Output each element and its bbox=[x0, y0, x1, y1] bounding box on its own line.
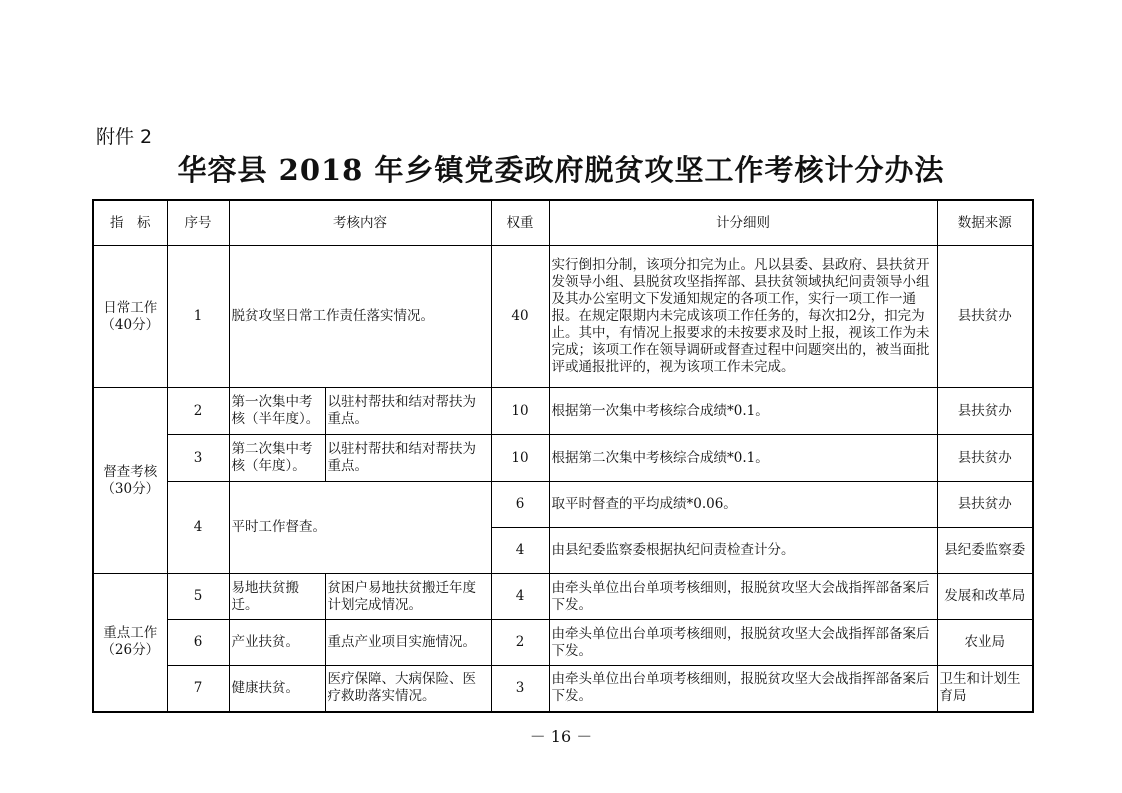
page-number: － 16 － bbox=[529, 727, 593, 746]
row-content: 脱贫攻坚日常工作责任落实情况。 bbox=[229, 246, 491, 388]
row-source: 县纪委监察委 bbox=[937, 528, 1033, 574]
row-seq: 2 bbox=[167, 388, 229, 435]
row-seq: 5 bbox=[167, 574, 229, 620]
row-content-item: 第二次集中考核（年度）。 bbox=[229, 435, 325, 482]
row-seq: 3 bbox=[167, 435, 229, 482]
row-detail: 根据第一次集中考核综合成绩*0.1。 bbox=[549, 388, 937, 435]
row-source: 县扶贫办 bbox=[937, 435, 1033, 482]
row-source: 发展和改革局 bbox=[937, 574, 1033, 620]
row-content-item: 健康扶贫。 bbox=[229, 666, 325, 712]
table-row bbox=[93, 482, 1033, 528]
row-content-focus: 贫困户易地扶贫搬迁年度计划完成情况。 bbox=[325, 574, 491, 620]
row-source: 县扶贫办 bbox=[937, 388, 1033, 435]
row-weight: 4 bbox=[491, 574, 549, 620]
attachment-label: 附件 2 bbox=[96, 126, 153, 148]
row-weight: 2 bbox=[491, 620, 549, 666]
table-row bbox=[93, 435, 1033, 482]
header-weight: 权重 bbox=[491, 200, 549, 246]
row-content-item: 产业扶贫。 bbox=[229, 620, 325, 666]
table-row bbox=[93, 620, 1033, 666]
row-source: 农业局 bbox=[937, 620, 1033, 666]
scoring-table bbox=[92, 199, 1034, 713]
row-seq: 4 bbox=[167, 482, 229, 574]
row-source: 县扶贫办 bbox=[937, 246, 1033, 388]
row-content-focus: 重点产业项目实施情况。 bbox=[325, 620, 491, 666]
document-title: 华容县 2018 年乡镇党委政府脱贫攻坚工作考核计分办法 bbox=[177, 153, 945, 187]
group-daily: 日常工作 （40分） bbox=[93, 246, 167, 388]
row-detail: 取平时督查的平均成绩*0.06。 bbox=[549, 482, 937, 528]
row-seq: 1 bbox=[167, 246, 229, 388]
row-content-focus: 医疗保障、大病保险、医疗救助落实情况。 bbox=[325, 666, 491, 712]
row-source: 县扶贫办 bbox=[937, 482, 1033, 528]
row-source: 卫生和计划生育局 bbox=[937, 666, 1033, 712]
row-weight: 10 bbox=[491, 388, 549, 435]
row-content: 平时工作督查。 bbox=[229, 482, 491, 574]
table-row bbox=[93, 246, 1033, 388]
group-supervision: 督查考核 （30分） bbox=[93, 388, 167, 574]
row-content-focus: 以驻村帮扶和结对帮扶为重点。 bbox=[325, 388, 491, 435]
row-content-focus: 以驻村帮扶和结对帮扶为重点。 bbox=[325, 435, 491, 482]
row-weight: 4 bbox=[491, 528, 549, 574]
row-detail: 由牵头单位出台单项考核细则，报脱贫攻坚大会战指挥部备案后下发。 bbox=[549, 574, 937, 620]
row-content-item: 易地扶贫搬迁。 bbox=[229, 574, 325, 620]
row-detail: 根据第二次集中考核综合成绩*0.1。 bbox=[549, 435, 937, 482]
row-weight: 3 bbox=[491, 666, 549, 712]
table-row bbox=[93, 666, 1033, 712]
row-detail: 实行倒扣分制，该项分扣完为止。凡以县委、县政府、县扶贫开发领导小组、县脱贫攻坚指挥部、县扶贫领域执纪问责领导小组及其办公室明文下发通知规定的各项工作，实行一项工作一通报。在规定限期内未完成该项工作任务的，每次扣2分，扣完为止。其中，有情况上报要求的未按要求及时上报，视该工作为未完成；该项工作在领导调研或督查过程中问题突出的，被当面批评或通报批评的，视为该项工作未完成。 bbox=[549, 246, 937, 388]
table-row bbox=[93, 574, 1033, 620]
header-detail: 计分细则 bbox=[549, 200, 937, 246]
group-key-work: 重点工作 （26分） bbox=[93, 574, 167, 712]
table-header-row bbox=[93, 200, 1033, 246]
header-indicator: 指 标 bbox=[93, 200, 167, 246]
row-detail: 由牵头单位出台单项考核细则，报脱贫攻坚大会战指挥部备案后下发。 bbox=[549, 620, 937, 666]
row-seq: 7 bbox=[167, 666, 229, 712]
row-weight: 40 bbox=[491, 246, 549, 388]
row-weight: 10 bbox=[491, 435, 549, 482]
row-content-item: 第一次集中考核（半年度）。 bbox=[229, 388, 325, 435]
header-source: 数据来源 bbox=[937, 200, 1033, 246]
row-weight: 6 bbox=[491, 482, 549, 528]
row-seq: 6 bbox=[167, 620, 229, 666]
header-content: 考核内容 bbox=[229, 200, 491, 246]
row-detail: 由县纪委监察委根据执纪问责检查计分。 bbox=[549, 528, 937, 574]
table-row bbox=[93, 388, 1033, 435]
row-detail: 由牵头单位出台单项考核细则，报脱贫攻坚大会战指挥部备案后下发。 bbox=[549, 666, 937, 712]
header-seq: 序号 bbox=[167, 200, 229, 246]
